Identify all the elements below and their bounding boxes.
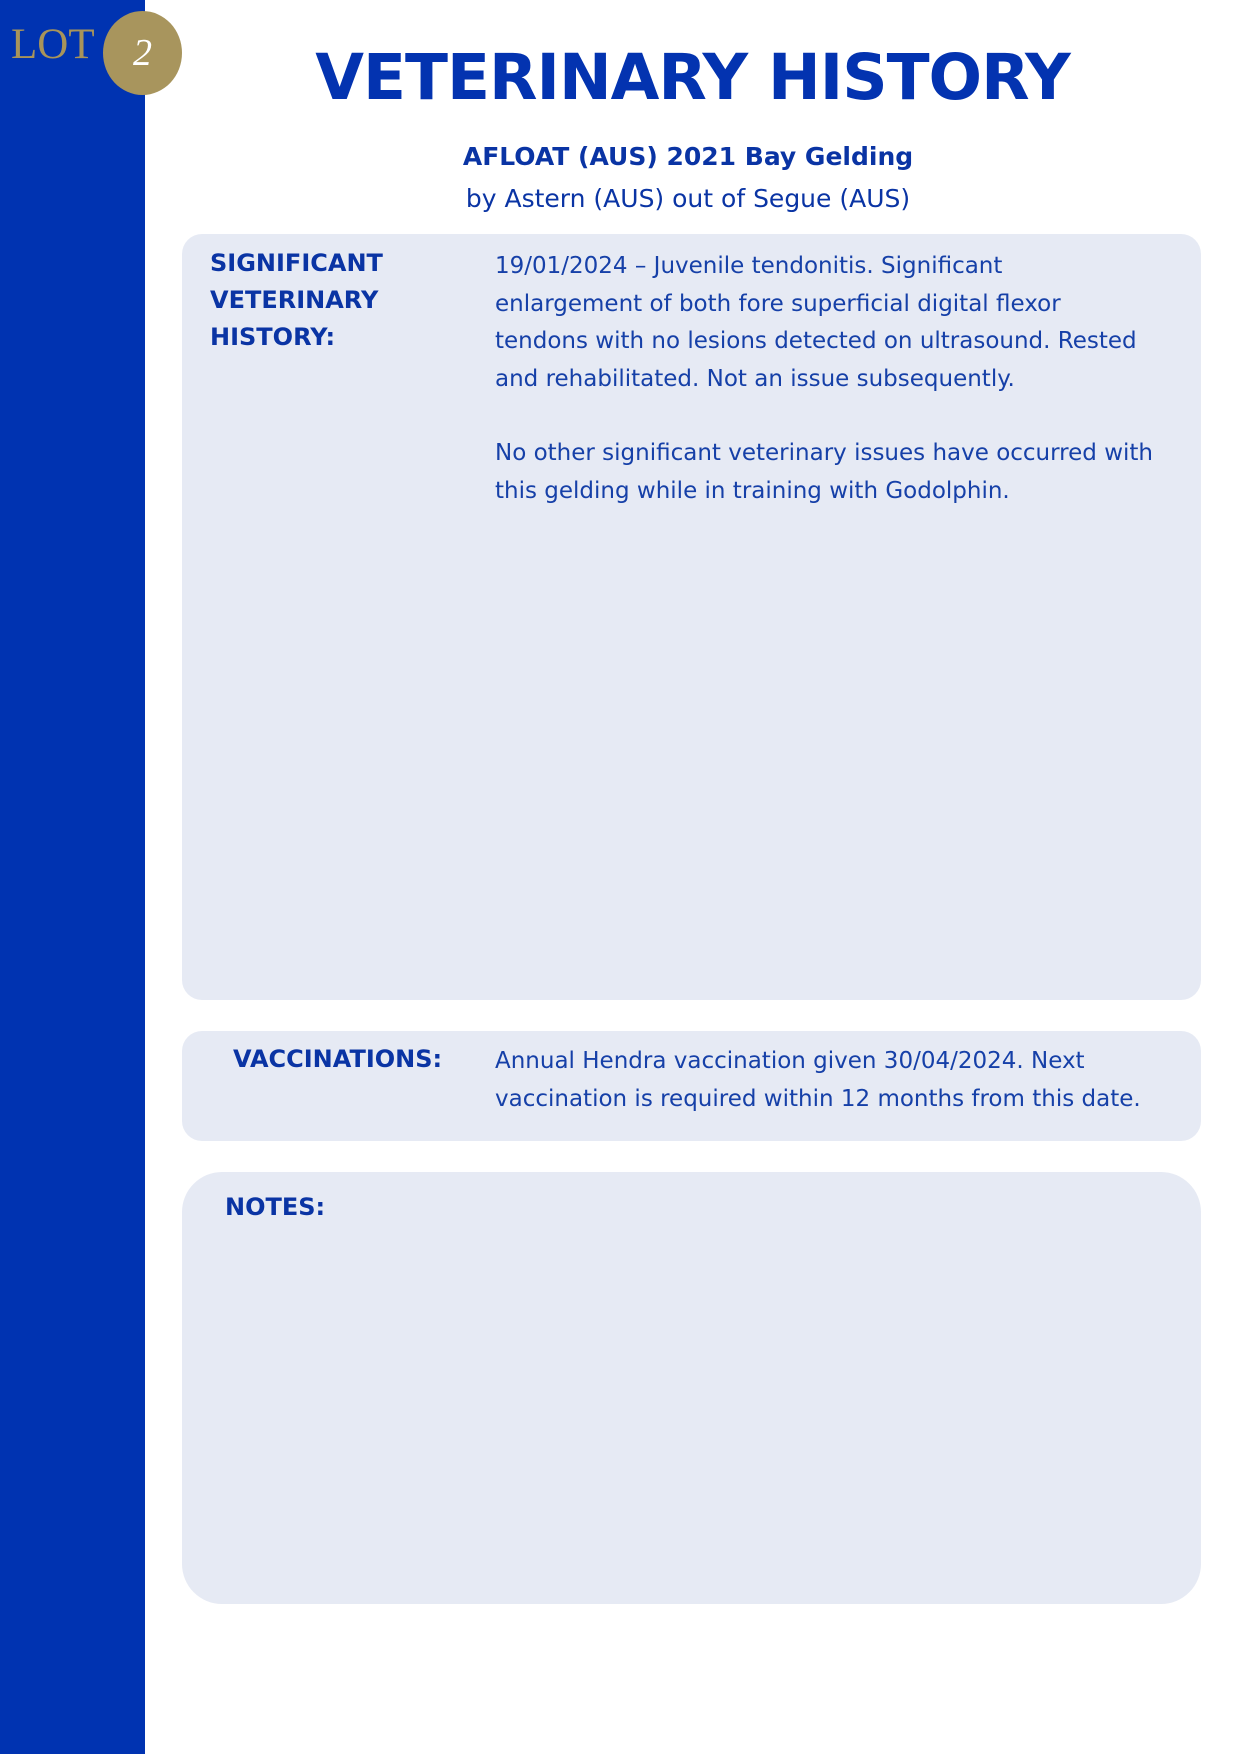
notes-panel [182, 1172, 1201, 1604]
horse-pedigree: by Astern (AUS) out of Segue (AUS) [465, 184, 911, 213]
lot-badge [103, 11, 182, 95]
vaccinations-panel [182, 1031, 1201, 1141]
notes-label: NOTES: [225, 1193, 326, 1221]
lot-label: LOT [11, 21, 95, 68]
veterinary-history-text [495, 248, 1185, 547]
horse-name: AFLOAT (AUS) 2021 Bay Gelding [462, 142, 914, 171]
vaccinations-text: Annual Hendra vaccination given 30/04/2024. Next vaccination is required within 12 months from this date. [495, 1048, 1141, 1112]
history-paragraph: No other significant veterinary issues have occurred with this gelding while in training with Godolphin. [495, 440, 1153, 504]
veterinary-history-panel [182, 234, 1201, 1000]
side-bar [0, 0, 145, 1754]
history-paragraph: 19/01/2024 – Juvenile tendonitis. Significant enlargement of both fore superficial digital flexor tendons with no lesions detected on ultrasound. Rested and rehabilitated. Not an issue subsequently. [495, 253, 1137, 392]
veterinary-history-label: SIGNIFICANT VETERINARY HISTORY: [210, 249, 383, 351]
page-title: VETERINARY HISTORY [315, 41, 1070, 114]
lot-number: 2 [133, 32, 152, 74]
vaccinations-label: VACCINATIONS: [233, 1045, 443, 1073]
